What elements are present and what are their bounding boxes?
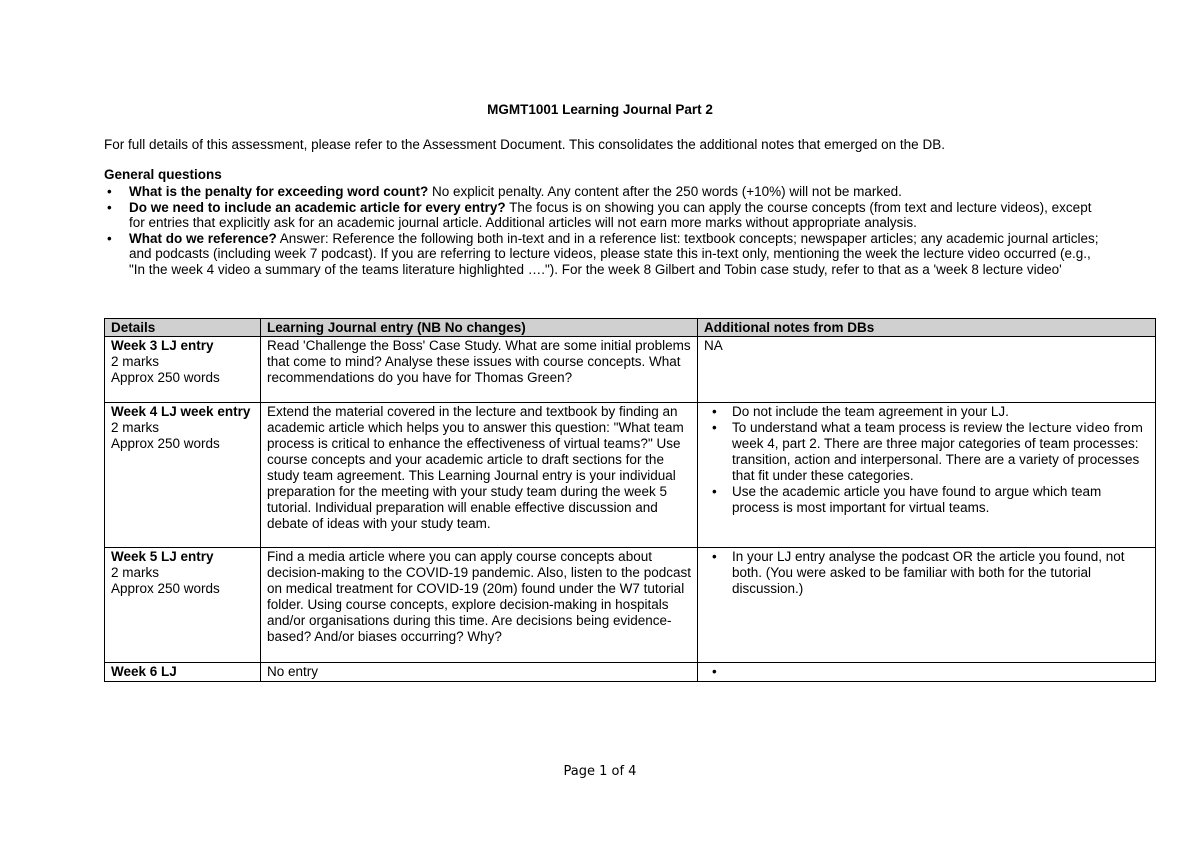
- note-text: To understand what a team process is review the: [732, 420, 1029, 435]
- note-item: • Use the academic article you have found to argue which team process is most important for virtual teams.: [704, 484, 1150, 516]
- notes-cell: [698, 663, 1156, 682]
- answer-text: The focus is on showing you can apply the course concepts (from text and lecture videos), except for entries that explicitly ask for an academic journal article. Additional articles will not earn more marks without appropriate analysis.: [129, 199, 1092, 231]
- note-item: • In your LJ entry analyse the podcast OR the article you found, not both. (You were asked to be familiar with both for the tutorial discussion.): [704, 549, 1150, 597]
- words-text: Approx 250 words: [111, 436, 220, 451]
- words-text: Approx 250 words: [111, 370, 220, 385]
- note-item: • Do not include the team agreement in your LJ.: [704, 404, 1150, 420]
- general-questions-list: [104, 184, 1104, 278]
- answer-text: Answer: Reference the following both in-text and in a reference list: textbook concepts; newspaper articles; any academic journal articles; and podcasts (including week 7 podcast). If you are referring to lecture videos, please state this in-text only, mentioning the week the lecture video occurred (e.g., "In the week 4 video a summary of the teams literature highlighted …."). For the week 8 Gilbert and Tobin case study, refer to that as a 'week 8 lecture video': [129, 230, 1099, 277]
- question-item: [104, 231, 1104, 278]
- notes-list: [704, 549, 1150, 597]
- intro-text: For full details of this assessment, please refer to the Assessment Document. This consolidates the additional notes that emerged on the DB.: [104, 137, 945, 152]
- table-row: [105, 663, 1156, 682]
- details-cell: [105, 548, 261, 663]
- question-text: What is the penalty for exceeding word count?: [129, 184, 429, 199]
- week-title: Week 6 LJ: [111, 664, 177, 679]
- details-cell: [105, 337, 261, 403]
- table-row: [105, 548, 1156, 663]
- document-title: MGMT1001 Learning Journal Part 2: [487, 102, 713, 117]
- note-text-fragment: lecture video from: [1028, 420, 1143, 435]
- words-text: Approx 250 words: [111, 581, 220, 596]
- answer-text: No explicit penalty. Any content after the 250 words (+10%) will not be marked.: [428, 184, 902, 199]
- entry-cell: Find a media article where you can apply course concepts about decision-making to the COVID-19 pandemic. Also, listen to the podcast on medical treatment for COVID-19 (20m) found under the W7 tutorial folder. Using course concepts, explore decision-making in hospitals and/or organisations during this time. Are decisions being evidence-based? And/or biases occurring? Why?: [261, 548, 698, 663]
- question-item: [104, 200, 1104, 231]
- notes-cell: [698, 548, 1156, 663]
- note-item: [704, 664, 1150, 680]
- notes-cell: [698, 403, 1156, 548]
- header-details: Details: [105, 319, 261, 337]
- details-cell: [105, 663, 261, 682]
- notes-list: [704, 664, 1150, 680]
- notes-list: [704, 404, 1150, 516]
- header-entry: Learning Journal entry (NB No changes): [261, 319, 698, 337]
- page-number: Page 1 of 4: [563, 764, 637, 779]
- question-text: What do we reference?: [129, 230, 277, 246]
- table-row: [105, 337, 1156, 403]
- entry-cell: No entry: [261, 663, 698, 682]
- entry-cell: Read 'Challenge the Boss' Case Study. What are some initial problems that come to mind? Analyse these issues with course concepts. What recommendations do you have for Thomas Green?: [261, 337, 698, 403]
- entry-cell: Extend the material covered in the lecture and textbook by finding an academic article which helps you to answer this question: "What team process is critical to enhance the effectiveness of virtual teams?" Use course concepts and your academic article to draft sections for the study team agreement. This Learning Journal entry is your individual preparation for the meeting with your study team during the week 5 tutorial. Individual preparation will enable effective discussion and debate of ideas with your study team.: [261, 403, 698, 548]
- table-row: [105, 403, 1156, 548]
- week-title: Week 4 LJ week entry: [111, 404, 251, 419]
- learning-journal-table: [104, 318, 1156, 682]
- general-questions-heading: General questions: [104, 167, 222, 182]
- question-text: Do we need to include an academic article for every entry?: [129, 199, 506, 215]
- marks-text: 2 marks: [111, 565, 160, 580]
- table-header-row: [105, 319, 1156, 337]
- notes-cell: NA: [698, 337, 1156, 403]
- week-title: Week 3 LJ entry: [111, 338, 214, 353]
- marks-text: 2 marks: [111, 420, 160, 435]
- details-cell: [105, 403, 261, 548]
- marks-text: 2 marks: [111, 354, 160, 369]
- question-item: [104, 184, 1104, 200]
- week-title: Week 5 LJ entry: [111, 549, 214, 564]
- header-notes: Additional notes from DBs: [698, 319, 1156, 337]
- note-item: [704, 420, 1150, 484]
- note-text: week 4, part 2. There are three major categories of team processes: transition, action and interpersonal. There are a variety of processes that fit under these categories.: [732, 436, 1140, 483]
